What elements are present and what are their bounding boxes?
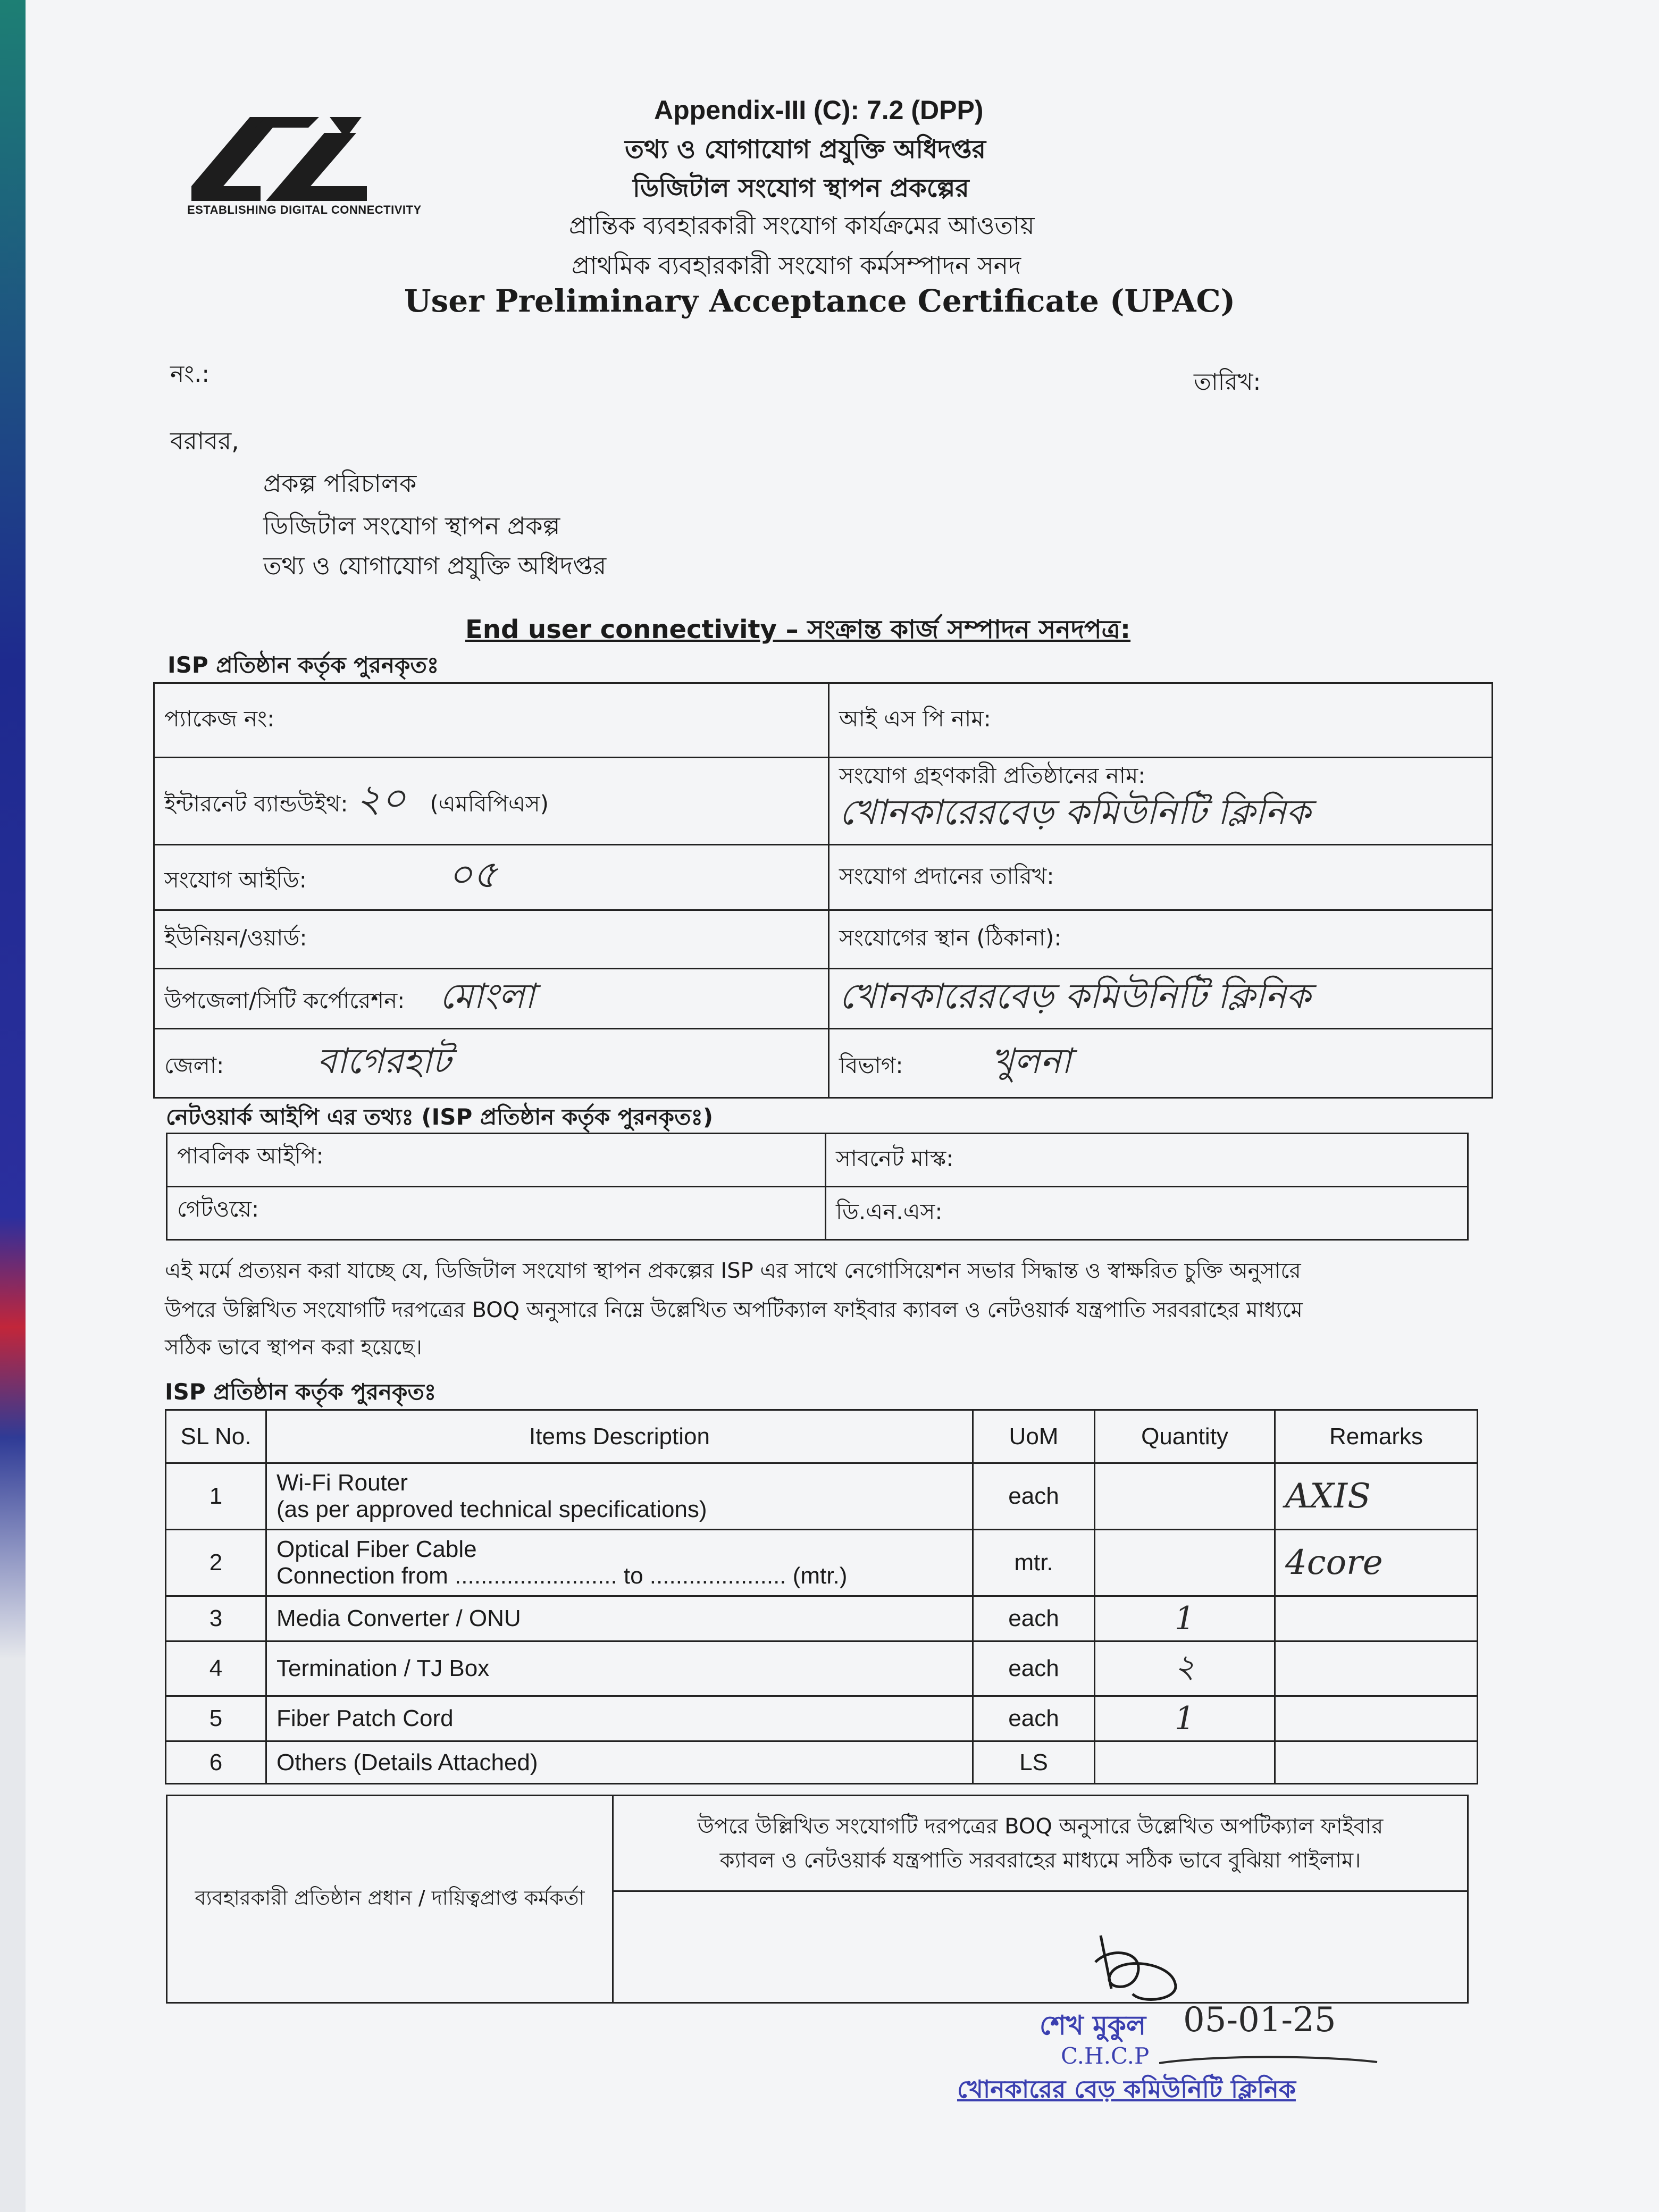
table-row (166, 1641, 1478, 1696)
acceptance-table (166, 1795, 1469, 2004)
district-cell (154, 1029, 829, 1098)
quantity-cell: 1 (1095, 1696, 1275, 1741)
connection-date-cell (829, 845, 1493, 910)
project-name: ডিজিটাল সংযোগ স্থাপন প্রকল্পের (633, 173, 969, 203)
division-label: বিভাগ: (839, 1052, 903, 1078)
connection-id-cell (154, 845, 829, 910)
upazila-label: উপজেলা/সিটি কর্পোরেশন: (164, 987, 405, 1013)
item-description: Optical Fiber Cable (276, 1536, 477, 1562)
quantity-cell (1095, 1463, 1275, 1530)
description-cell: Termination / TJ Box (266, 1641, 973, 1696)
item-description-detail: Connection from ......................... to ..................... (mtr.) (276, 1563, 848, 1589)
uom-cell: each (973, 1463, 1095, 1530)
network-info-table (166, 1133, 1469, 1241)
sl-header: SL No. (166, 1410, 266, 1463)
declaration-line-3: সঠিক ভাবে স্থাপন করা হয়েছে। (165, 1335, 422, 1360)
signature-scribble (1079, 1925, 1196, 2010)
description-cell (266, 1463, 973, 1530)
address-line-1: প্রকল্প পরিচালক (263, 469, 417, 498)
division-value: খুলনা (991, 1040, 1071, 1082)
uom-cell: each (973, 1596, 1095, 1641)
gateway-label: গেটওয়ে: (177, 1196, 259, 1222)
network-title: নেটওয়ার্ক আইপি এর তথ্যঃ (ISP প্রতিষ্ঠান কর্তৃক পুরনকৃতঃ) (166, 1104, 714, 1130)
recipient-name-cell (829, 758, 1493, 845)
description-cell: Fiber Patch Cord (266, 1696, 973, 1741)
quantity-cell (1095, 1530, 1275, 1596)
program-name: প্রান্তিক ব্যবহারকারী সংযোগ কার্যক্রমের আওতায় (569, 211, 1035, 240)
stamp-name: শেখ মুকুল (1040, 2010, 1146, 2041)
remarks-cell (1275, 1696, 1478, 1741)
section-title: End user connectivity – সংক্রান্ত কার্জ সম্পাদন সনদপত্র: (465, 615, 1131, 644)
certificate-title-en: User Preliminary Acceptance Certificate (UPAC) (404, 283, 1236, 319)
acceptance-officer-cell (167, 1796, 613, 2003)
acceptance-statement-line-2: ক্যাবল ও নেটওয়ার্ক যন্ত্রপাতি সরবরাহের মাধ্যমে সঠিক ভাবে বুঝিয়া পাইলাম। (719, 1848, 1361, 1873)
remarks-cell (1275, 1741, 1478, 1784)
connection-id-label: সংযোগ আইডি: (164, 867, 307, 893)
remarks-cell: 4core (1275, 1530, 1478, 1596)
connection-address-value: খোনকারেরবেড় কমিউনিটি ক্লিনিক (839, 976, 1311, 1017)
sl-cell: 5 (166, 1696, 266, 1741)
uom-cell: each (973, 1641, 1095, 1696)
acceptance-statement-cell (613, 1796, 1468, 1891)
isp-name-cell (829, 683, 1493, 758)
dns-label: ডি.এন.এস: (836, 1199, 943, 1225)
remarks-header: Remarks (1275, 1410, 1478, 1463)
connection-address-cell (829, 910, 1493, 969)
subnet-cell (826, 1134, 1468, 1187)
district-label: জেলা: (164, 1052, 224, 1078)
quantity-cell: ২ (1095, 1641, 1275, 1696)
address-to: বরাবর, (170, 426, 239, 455)
package-number-label: প্যাকেজ নং: (164, 706, 275, 732)
reference-number-label: নং.: (170, 361, 210, 388)
remarks-cell: AXIS (1275, 1463, 1478, 1530)
dns-cell (826, 1187, 1468, 1240)
table-row (166, 1530, 1478, 1596)
table-row (166, 1696, 1478, 1741)
sl-cell: 4 (166, 1641, 266, 1696)
connection-info-table (153, 682, 1493, 1099)
remarks-cell (1275, 1641, 1478, 1696)
section-subtitle: ISP প্রতিষ্ঠান কর্তৃক পুরনকৃতঃ (167, 652, 439, 678)
upazila-value: মোংলা (439, 976, 535, 1017)
bandwidth-label: ইন্টারনেট ব্যান্ডউইথ: (164, 790, 348, 817)
quantity-header: Quantity (1095, 1410, 1275, 1463)
declaration-line-2: উপরে উল্লিখিত সংযোগটি দরপত্রের BOQ অনুসারে নিম্নে উল্লেখিত অপটিক্যাল ফাইবার ক্যাবল ও নেটওয়ার্ক যন্ত্রপাতি সরবরাহের মাধ্যমে (165, 1298, 1303, 1322)
quantity-cell: 1 (1095, 1596, 1275, 1641)
uom-header: UoM (973, 1410, 1095, 1463)
bandwidth-cell (154, 758, 829, 845)
item-description: Wi-Fi Router (276, 1470, 408, 1496)
uom-cell: mtr. (973, 1530, 1095, 1596)
remarks-cell (1275, 1596, 1478, 1641)
public-ip-cell (167, 1134, 826, 1187)
description-header: Items Description (266, 1410, 973, 1463)
sl-cell: 2 (166, 1530, 266, 1596)
signature-date: 05-01-25 (1183, 2000, 1336, 2040)
bandwidth-value: ২০ (356, 775, 406, 820)
items-table (165, 1409, 1478, 1784)
acceptance-officer-label: ব্যবহারকারী প্রতিষ্ঠান প্রধান / দায়িত্বপ্রাপ্ত কর্মকর্তা (195, 1886, 585, 1909)
description-cell: Media Converter / ONU (266, 1596, 973, 1641)
bandwidth-unit: (এমবিপিএস) (430, 790, 549, 817)
uom-cell: each (973, 1696, 1095, 1741)
signature-cell (613, 1891, 1468, 2003)
connection-id-value: ০৫ (447, 852, 498, 896)
description-cell: Others (Details Attached) (266, 1741, 973, 1784)
quantity-cell (1095, 1741, 1275, 1784)
sl-cell: 1 (166, 1463, 266, 1530)
stamp-title: C.H.C.P (1061, 2043, 1150, 2069)
date-underline (1159, 2052, 1382, 2068)
acceptance-statement-line-1: উপরে উল্লিখিত সংযোগটি দরপত্রের BOQ অনুসারে উল্লেখিত অপটিক্যাল ফাইবার (697, 1814, 1384, 1839)
edc-logo (186, 106, 372, 218)
connection-address-value-cell (829, 969, 1493, 1029)
union-ward-label: ইউনিয়ন/ওয়ার্ড: (164, 925, 307, 951)
recipient-name-label: সংযোগ গ্রহণকারী প্রতিষ্ঠানের নাম: (839, 763, 1146, 789)
upazila-cell (154, 969, 829, 1029)
division-cell (829, 1029, 1493, 1098)
district-value: বাগেরহাট (317, 1040, 451, 1082)
recipient-name-value: খোনকারেরবেড় কমিউনিটি ক্লিনিক (839, 792, 1311, 833)
connection-address-label: সংযোগের স্থান (ঠিকানা): (839, 925, 1062, 951)
sl-cell: 3 (166, 1596, 266, 1641)
declaration-line-1: এই মর্মে প্রত্যয়ন করা যাচ্ছে যে, ডিজিটাল সংযোগ স্থাপন প্রকল্পের ISP এর সাথে নেগোসিয়েশন সভার সিদ্ধান্ত ও স্বাক্ষরিত চুক্তি অনুসারে (165, 1259, 1301, 1283)
address-line-2: ডিজিটাল সংযোগ স্থাপন প্রকল্প (263, 512, 560, 540)
address-line-3: তথ্য ও যোগাযোগ প্রযুক্তি অধিদপ্তর (263, 551, 607, 580)
stamp-clinic: খোনকারের বেড় কমিউনিটি ক্লিনিক (957, 2075, 1296, 2104)
connection-date-label: সংযোগ প্রদানের তারিখ: (839, 862, 1054, 889)
sl-cell: 6 (166, 1741, 266, 1784)
certificate-title-bn: প্রাথমিক ব্যবহারকারী সংযোগ কর্মসম্পাদন সনদ (572, 251, 1021, 280)
page-edge-background (0, 0, 26, 2212)
public-ip-label: পাবলিক আইপি: (177, 1143, 324, 1169)
subnet-label: সাবনেট মাস্ক: (836, 1145, 954, 1171)
gateway-cell (167, 1187, 826, 1240)
description-cell (266, 1530, 973, 1596)
package-number-cell (154, 683, 829, 758)
union-ward-cell (154, 910, 829, 969)
uom-cell: LS (973, 1741, 1095, 1784)
table-row (166, 1596, 1478, 1641)
logo-tagline: ESTABLISHING DIGITAL CONNECTIVITY (187, 203, 422, 216)
isp-name-label: আই এস পি নাম: (839, 706, 991, 732)
item-description-detail: (as per approved technical specifications) (276, 1496, 707, 1522)
department-name: তথ্য ও যোগাযোগ প্রযুক্তি অধিদপ্তর (625, 135, 986, 164)
date-label: তারিখ: (1194, 368, 1261, 396)
table-row (166, 1741, 1478, 1784)
table-row (166, 1463, 1478, 1530)
items-subtitle: ISP প্রতিষ্ঠান কর্তৃক পুরনকৃতঃ (165, 1379, 437, 1405)
appendix-label: Appendix-III (C): 7.2 (DPP) (654, 95, 984, 125)
